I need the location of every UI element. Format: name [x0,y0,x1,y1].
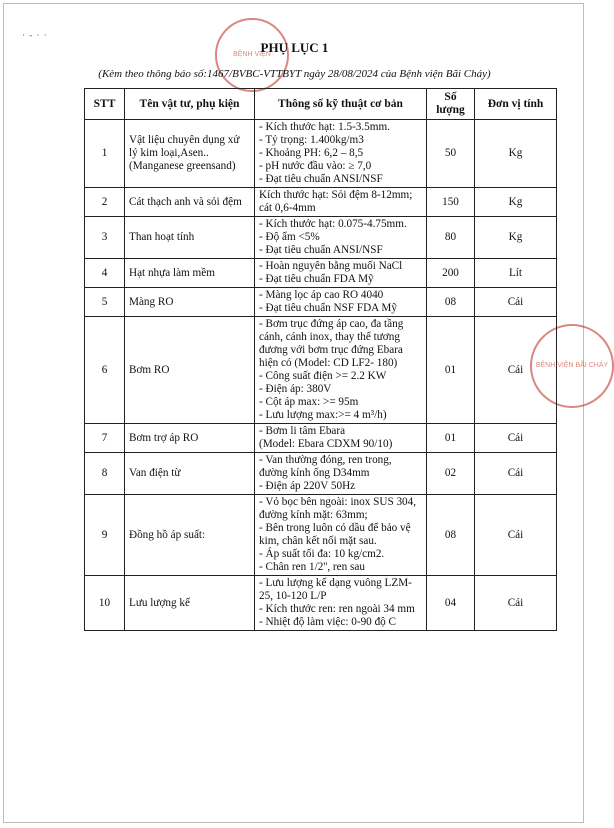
row-quantity: 50 [427,120,475,188]
row-specs [255,217,427,259]
table-header-row [85,89,557,120]
row-item-name: Bơm trợ áp RO [125,424,255,453]
row-stt: 2 [85,188,125,217]
row-specs [255,120,427,188]
row-quantity: 08 [427,495,475,576]
spec-line: - Tỷ trọng: 1.400kg/m3 [259,134,364,146]
row-specs [255,188,427,217]
spec-line: - Chân ren 1/2'', ren sau [259,561,365,573]
row-specs [255,453,427,495]
row-item-name: Đồng hồ áp suất: [125,495,255,576]
spec-line: - pH nước đầu vào: ≥ 7,0 [259,160,372,172]
row-unit: Cái [475,424,557,453]
hospital-stamp-top: BỆNH VIỆN [215,18,289,92]
column-header-quantity: Số lượng [427,89,475,120]
row-quantity: 80 [427,217,475,259]
row-unit: Cái [475,453,557,495]
spec-line: - Điện áp: 380V [259,383,332,395]
materials-table [84,88,557,631]
row-unit: Kg [475,120,557,188]
spec-line: - Độ ẩm <5% [259,231,320,243]
table-row [85,453,557,495]
row-stt: 5 [85,288,125,317]
spec-line: - Kích thước hạt: 1.5-3.5mm. [259,121,390,133]
table-row [85,495,557,576]
row-specs [255,288,427,317]
row-stt: 1 [85,120,125,188]
row-quantity: 01 [427,424,475,453]
row-item-name: Bơm RO [125,317,255,424]
spec-line: - Kích thước hạt: 0.075-4.75mm. [259,218,407,230]
spec-line: - Đạt tiêu chuẩn NSF FDA Mỹ [259,302,397,314]
spec-line: - Cột áp max: >= 95m [259,396,359,408]
row-quantity: 200 [427,259,475,288]
row-quantity: 08 [427,288,475,317]
column-header-unit: Đơn vị tính [475,89,557,120]
row-quantity: 01 [427,317,475,424]
spec-line: - Bơm trục đứng áp cao, đa tầng cánh, cánh inox, thay thế tương đương với bơm trục đứng Ebara hiện có (Model: CD LF2- 180) [259,318,404,369]
row-stt: 7 [85,424,125,453]
row-specs [255,259,427,288]
table-row [85,188,557,217]
table-row [85,424,557,453]
spec-line: - Van thường đóng, ren trong, đường kính ống D34mm [259,454,392,479]
spec-line: - Lưu lượng kế dạng vuông LZM- 25, 10-120 L/P [259,577,412,602]
spec-line: - Đạt tiêu chuẩn ANSI/NSF [259,244,383,256]
row-unit: Lít [475,259,557,288]
row-specs [255,576,427,631]
hospital-stamp-right: BỆNH VIỆN BÃI CHÁY [530,324,614,408]
row-specs [255,317,427,424]
spec-line: - Nhiệt độ làm việc: 0-90 độ C [259,616,397,628]
spec-line: - Khoảng PH: 6,2 – 8,5 [259,147,364,159]
row-quantity: 02 [427,453,475,495]
row-stt: 4 [85,259,125,288]
table-body [85,120,557,631]
row-stt: 8 [85,453,125,495]
spec-line: - Công suất điện >= 2.2 KW [259,370,387,382]
row-specs [255,424,427,453]
column-header-name: Tên vật tư, phụ kiện [125,89,255,120]
table-row [85,288,557,317]
row-stt: 3 [85,217,125,259]
row-stt: 9 [85,495,125,576]
spec-line: - Hoàn nguyên bằng muối NaCl [259,260,403,272]
table-row [85,120,557,188]
spec-line: - Áp suất tối đa: 10 kg/cm2. [259,548,385,560]
row-item-name: Cát thạch anh và sỏi đệm [125,188,255,217]
row-item-name: Than hoạt tính [125,217,255,259]
spec-line: - Màng lọc áp cao RO 4040 [259,289,384,301]
row-item-name: Vật liệu chuyên dụng xử lý kim loại,Asen.. (Manganese greensand) [125,120,255,188]
table-row [85,317,557,424]
page-subtitle: (Kèm theo thông báo số:1467/BVBC-VTTBYT ngày 28/08/2024 của Bệnh viện Bãi Cháy) [98,68,491,80]
column-header-stt: STT [85,89,125,120]
row-stt: 10 [85,576,125,631]
row-quantity: 04 [427,576,475,631]
spec-line: - Đạt tiêu chuẩn FDA Mỹ [259,273,374,285]
row-unit: Kg [475,188,557,217]
page-title: PHỤ LỤC 1 [260,40,329,55]
spec-line: (Model: Ebara CDXM 90/10) [259,438,393,450]
corner-mark: · - · · [22,30,48,40]
spec-line: - Lưu lượng max:>= 4 m³/h) [259,409,387,421]
spec-line: - Điện áp 220V 50Hz [259,480,356,492]
row-quantity: 150 [427,188,475,217]
row-item-name: Màng RO [125,288,255,317]
row-unit: Cái [475,495,557,576]
spec-line: - Bên trong luôn có dầu để bảo vệ kim, chân kết nối mặt sau. [259,522,411,547]
column-header-specs: Thông số kỹ thuật cơ bản [255,89,427,120]
table-row [85,259,557,288]
row-unit: Kg [475,217,557,259]
spec-line: - Đạt tiêu chuẩn ANSI/NSF [259,173,383,185]
table-row [85,217,557,259]
row-unit: Cái [475,288,557,317]
row-item-name: Hạt nhựa làm mềm [125,259,255,288]
spec-line: Kích thước hạt: Sỏi đệm 8-12mm; cát 0,6-4mm [259,189,413,214]
row-unit: Cái [475,317,557,424]
row-unit: Cái [475,576,557,631]
table-row [85,576,557,631]
spec-line: - Kích thước ren: ren ngoài 34 mm [259,603,415,615]
row-item-name: Lưu lượng kế [125,576,255,631]
spec-line: - Bơm li tâm Ebara [259,425,346,437]
spec-line: - Vỏ bọc bên ngoài: inox SUS 304, đường kính mặt: 63mm; [259,496,417,521]
row-stt: 6 [85,317,125,424]
row-specs [255,495,427,576]
row-item-name: Van điện từ [125,453,255,495]
